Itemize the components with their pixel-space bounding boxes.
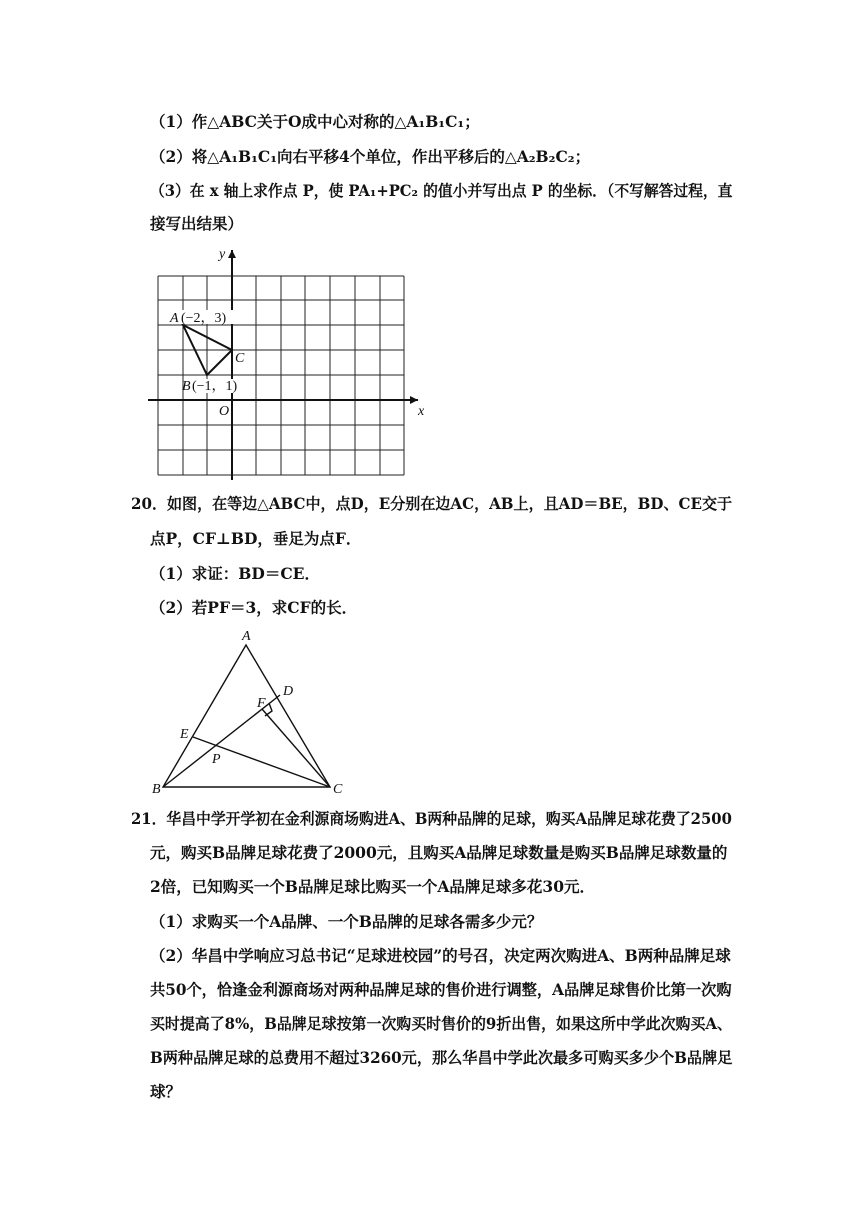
label-point-c: C: [235, 351, 245, 366]
triangle-figure: [140, 625, 360, 800]
label-f: F: [257, 696, 266, 711]
label-point-b: B: [182, 379, 191, 394]
q19-sub3-line1: （3）在 x 轴上求作点 P，使 PA₁+PC₂ 的值小并写出点 P 的坐标．（不写解答过程，直: [150, 181, 733, 200]
q20-sub1: （1）求证：BD＝CE．: [150, 564, 320, 583]
label-d: D: [283, 684, 294, 699]
label-origin: O: [219, 404, 230, 419]
coordinate-grid-figure: [140, 240, 440, 480]
label-point-a-coord: (−2，3): [181, 311, 227, 326]
q21-sub2-line5: 球？: [150, 1082, 182, 1101]
q21-line2: 元，购买B品牌足球花费了2000元，且购买A品牌足球数量是购买B品牌足球数量的: [150, 843, 728, 862]
q19-sub2: （2）将△A₁B₁C₁向右平移4个单位，作出平移后的△A₂B₂C₂；: [150, 147, 591, 166]
q19-sub1: （1）作△ABC关于O成中心对称的△A₁B₁C₁；: [150, 112, 480, 131]
label-e: E: [180, 727, 189, 742]
label-a: A: [242, 629, 251, 644]
x-axis-arrow: [410, 396, 418, 404]
q21-line1: 21．华昌中学开学初在金利源商场购进A、B两种品牌的足球，购买A品牌足球花费了2500: [131, 809, 732, 828]
label-b: B: [152, 782, 161, 797]
grid-lines: [158, 276, 404, 475]
triangle-abc-edges: [163, 645, 330, 787]
label-point-b-coord: (−1，1): [192, 379, 238, 394]
y-axis-arrow: [228, 250, 236, 258]
label-y-axis: y: [219, 247, 226, 262]
q21-sub1: （1）求购买一个A品牌、一个B品牌的足球各需多少元？: [150, 912, 543, 931]
q21-sub2-line2: 共50个，恰逢金利源商场对两种品牌足球的售价进行调整，A品牌足球售价比第一次购: [150, 980, 732, 999]
label-x-axis: x: [418, 404, 425, 419]
label-c: C: [333, 782, 343, 797]
q21-line3: 2倍，已知购买一个B品牌足球比购买一个A品牌足球多花30元．: [150, 877, 595, 896]
q21-sub2-line4: B两种品牌足球的总费用不超过3260元，那么华昌中学此次最多可购买多少个B品牌足: [150, 1048, 733, 1067]
q21-sub2-line3: 买时提高了8%，B品牌足球按第一次购买时售价的9折出售，如果这所中学此次购买A、: [150, 1014, 732, 1033]
label-p: P: [212, 752, 221, 767]
axes: [148, 250, 418, 480]
label-point-a: A: [170, 311, 179, 326]
q20-sub2: （2）若PF＝3，求CF的长．: [150, 598, 358, 617]
q20-line2: 点P，CF⊥BD，垂足为点F．: [150, 529, 362, 548]
q21-sub2-line1: （2）华昌中学响应习总书记“足球进校园”的号召，决定两次购进A、B两种品牌足球: [150, 946, 731, 965]
q20-line1: 20．如图，在等边△ABC中，点D，E分别在边AC，AB上，且AD＝BE，BD、CE交于: [131, 494, 733, 513]
q19-sub3-line2: 接写出结果）: [150, 214, 244, 233]
